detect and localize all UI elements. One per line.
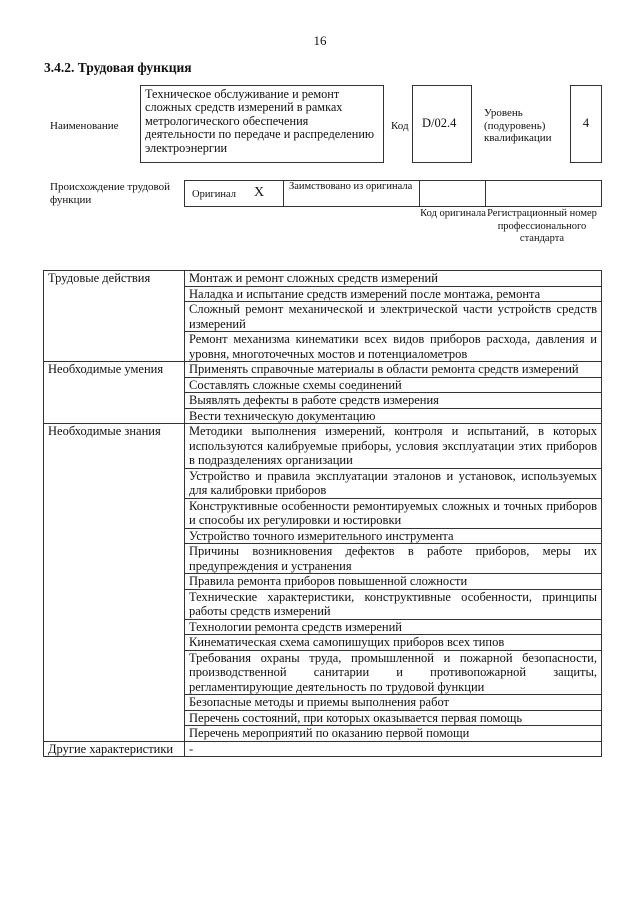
table-row bbox=[44, 741, 602, 757]
code-label: Код bbox=[391, 120, 409, 132]
registration-caption: Регистрационный номер профессионального стандарта bbox=[487, 208, 597, 244]
level-label: Уровень (подуровень) квалификации bbox=[484, 107, 552, 144]
original-mark: X bbox=[254, 185, 265, 200]
table-cell-item: Устройство точного измерительного инструмента bbox=[185, 528, 602, 544]
origin-divider-2 bbox=[419, 181, 420, 206]
name-value: Техническое обслуживание и ремонт сложных средств измерений в рамках метрологического обеспечения деятельности по передаче и распределению электроэнергии bbox=[140, 85, 384, 163]
table-cell-item: Сложный ремонт механической и электрической части устройств средств измерений bbox=[185, 302, 602, 332]
table-row bbox=[44, 271, 602, 287]
section-heading: Необходимые умения bbox=[44, 362, 185, 424]
table-cell-item: Требования охраны труда, промышленной и пожарной безопасности, производственной санитарии и противопожарной защиты, регламентирующие деятельность по трудовой функции bbox=[185, 650, 602, 695]
table-cell-item: Ремонт механизма кинематики всех видов приборов расхода, давления и уровня, многоточечных мостов и потенциалометров bbox=[185, 332, 602, 362]
function-table-body bbox=[44, 271, 602, 757]
section-heading: Другие характеристики bbox=[44, 741, 185, 757]
table-cell-item: Перечень состояний, при которых оказывается первая помощь bbox=[185, 710, 602, 726]
table-cell-item: Наладка и испытание средств измерений после монтажа, ремонта bbox=[185, 286, 602, 302]
origin-label: Происхождение трудовой функции bbox=[50, 181, 171, 206]
function-table bbox=[43, 270, 602, 757]
table-cell-item: Технологии ремонта средств измерений bbox=[185, 619, 602, 635]
borrowed-label: Заимствовано из оригинала bbox=[289, 181, 413, 192]
page-number: 16 bbox=[313, 33, 327, 48]
table-cell-item: Применять справочные материалы в области ремонта средств измерений bbox=[185, 362, 602, 378]
table-cell-item: Правила ремонта приборов повышенной сложности bbox=[185, 574, 602, 590]
section-title: 3.4.2. Трудовая функция bbox=[44, 60, 192, 75]
origin-box bbox=[184, 180, 602, 207]
table-cell-item: Технические характеристики, конструктивные особенности, принципы работы средств измерений bbox=[185, 589, 602, 619]
table-cell-item: - bbox=[185, 741, 602, 757]
code-original-caption: Код оригинала bbox=[420, 208, 486, 219]
table-cell-item: Конструктивные особенности ремонтируемых сложных и точных приборов и способы их регулировки и юстировки bbox=[185, 498, 602, 528]
table-cell-item: Составлять сложные схемы соединений bbox=[185, 377, 602, 393]
table-cell-item: Выявлять дефекты в работе средств измерения bbox=[185, 393, 602, 409]
table-row bbox=[44, 424, 602, 469]
origin-divider-3 bbox=[485, 181, 486, 206]
table-row bbox=[44, 362, 602, 378]
level-value: 4 bbox=[570, 85, 602, 163]
table-cell-item: Кинематическая схема самопишущих приборов всех типов bbox=[185, 635, 602, 651]
origin-divider-1 bbox=[283, 181, 284, 206]
table-cell-item: Методики выполнения измерений, контроля и испытаний, в которых используются калибруемые приборы, условия эксплуатации этих приборов в подразделениях организации bbox=[185, 424, 602, 469]
table-cell-item: Причины возникновения дефектов в работе приборов, меры их предупреждения и устранения bbox=[185, 544, 602, 574]
table-cell-item: Вести техническую документацию bbox=[185, 408, 602, 424]
code-value: D/02.4 bbox=[412, 85, 472, 163]
section-heading: Необходимые знания bbox=[44, 424, 185, 742]
original-label: Оригинал bbox=[192, 189, 236, 200]
section-heading: Трудовые действия bbox=[44, 271, 185, 362]
table-cell-item: Монтаж и ремонт сложных средств измерений bbox=[185, 271, 602, 287]
table-cell-item: Устройство и правила эксплуатации эталонов и установок, используемых для калибровки приборов bbox=[185, 468, 602, 498]
table-cell-item: Безопасные методы и приемы выполнения работ bbox=[185, 695, 602, 711]
table-cell-item: Перечень мероприятий по оказанию первой помощи bbox=[185, 726, 602, 742]
name-label: Наименование bbox=[50, 120, 119, 132]
